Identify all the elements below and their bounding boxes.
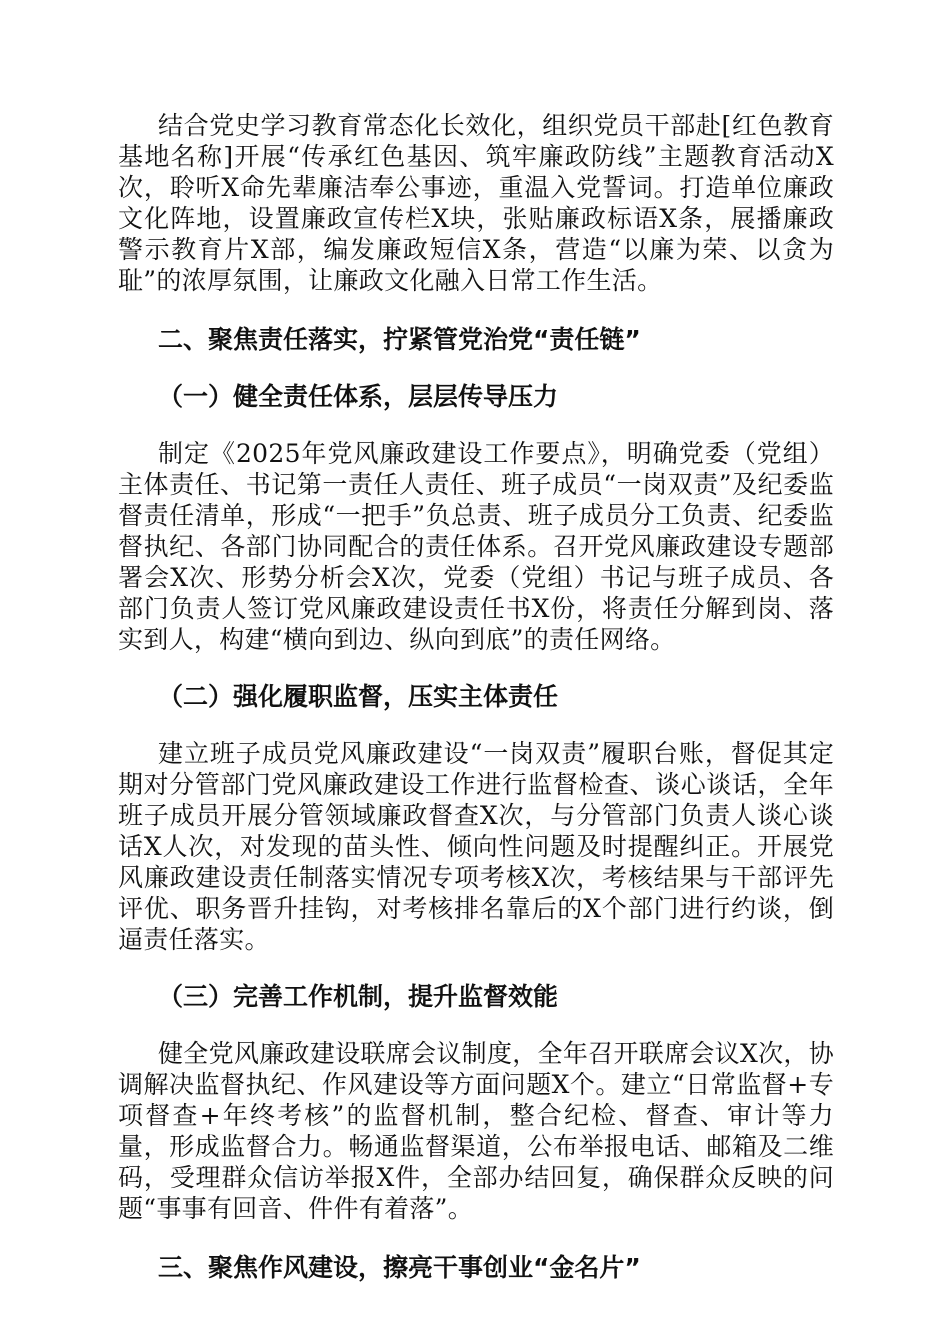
subsection-heading-2-1: （一）健全责任体系，层层传导压力 [158,382,559,411]
section-heading-3: 三、聚焦作风建设，擦亮干事创业“金名片” [158,1253,641,1282]
subsection-heading-2-2: （二）强化履职监督，压实主体责任 [158,682,559,711]
subsection-heading-2-3: （三）完善工作机制，提升监督效能 [158,982,559,1011]
paragraph-intro: 结合党史学习教育常态化长效化，组织党员干部赴[红色教育基地名称]开展“传承红色基因、筑牢廉政防线”主题教育活动X次，聆听X命先辈廉洁奉公事迹，重温入党誓词。打造单位廉政文化阵地，设置廉政宣传栏X块，张贴廉政标语X条，展播廉政警示教育片X部，编发廉政短信X条，营造“以廉为荣、以贪为耻”的浓厚氛围，让廉政文化融入日常工作生活。 [118,111,834,295]
paragraph-2-3: 健全党风廉政建设联席会议制度，全年召开联席会议X次，协调解决监督执纪、作风建设等方面问题X个。建立“日常监督+专项督查+年终考核”的监督机制，整合纪检、督查、审计等力量，形成监督合力。畅通监督渠道，公布举报电话、邮箱及二维码，受理群众信访举报X件，全部办结回复，确保群众反映的问题“事事有回音、件件有着落”。 [118,1039,834,1223]
paragraph-2-2: 建立班子成员党风廉政建设“一岗双责”履职台账，督促其定期对分管部门党风廉政建设工作进行监督检查、谈心谈话，全年班子成员开展分管领域廉政督查X次，与分管部门负责人谈心谈话X人次，对发现的苗头性、倾向性问题及时提醒纠正。开展党风廉政建设责任制落实情况专项考核X次，考核结果与干部评先评优、职务晋升挂钩，对考核排名靠后的X个部门进行约谈，倒逼责任落实。 [118,739,834,954]
section-heading-2: 二、聚焦责任落实，拧紧管党治党“责任链” [158,325,641,354]
paragraph-2-1: 制定《2025年党风廉政建设工作要点》，明确党委（党组）主体责任、书记第一责任人责任、班子成员“一岗双责”及纪委监督责任清单，形成“一把手”负总责、班子成员分工负责、纪委监督执纪、各部门协同配合的责任体系。召开党风廉政建设专题部署会X次、形势分析会X次，党委（党组）书记与班子成员、各部门负责人签订党风廉政建设责任书X份，将责任分解到岗、落实到人，构建“横向到边、纵向到底”的责任网络。 [118,439,834,654]
document-body [118,110,834,1283]
